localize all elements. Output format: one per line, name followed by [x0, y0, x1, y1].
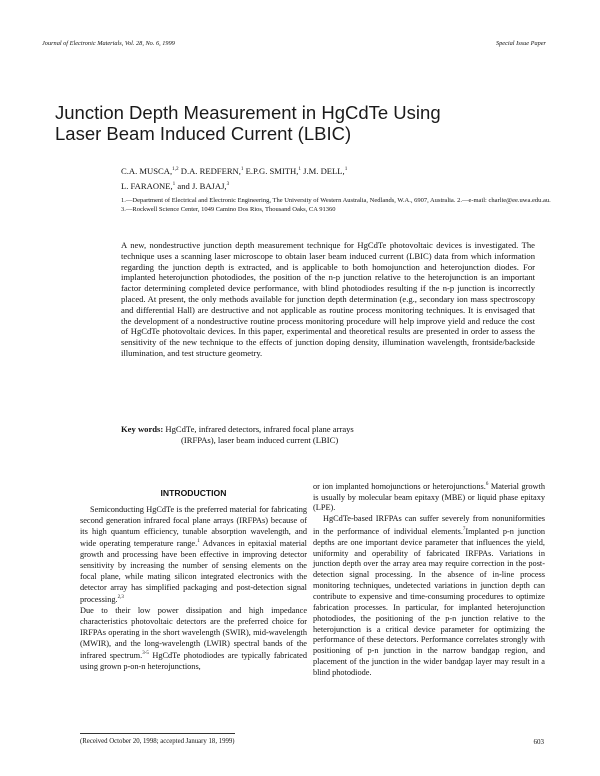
title-line-2: Laser Beam Induced Current (LBIC): [55, 123, 352, 144]
author-name: and J. BAJAJ,: [175, 180, 227, 191]
author-name: J.M. DELL,: [301, 165, 345, 176]
paragraph-text: Material growth is usually by molecular beam epitaxy (MBE) or liquid phase epitaxy (LPE).: [313, 481, 545, 513]
paragraph-text: Semiconducting HgCdTe is the preferred material for fabricating second generation infrared focal plane arrays (IRFPAs) because of its high quantum efficiency, tunable absorption wavelength, and wide operating temperature range.: [80, 504, 307, 549]
intro-paragraph-2: [80, 606, 307, 673]
author-line-1: [121, 163, 531, 178]
paragraph-text: or ion implanted homojunctions or heterojunctions.: [313, 481, 486, 491]
page-number: 603: [533, 738, 544, 746]
author-affil-mark: 1: [240, 166, 244, 172]
reference-mark: 7: [462, 527, 466, 533]
footnote-divider: [80, 733, 235, 734]
reference-mark: 2,3: [117, 595, 124, 601]
paragraph-text: HgCdTe photodiodes are typically fabricated using grown p-on-n heterojunctions,: [80, 651, 307, 671]
title-line-1: Junction Depth Measurement in HgCdTe Using: [55, 102, 441, 123]
intro-paragraph-continued: [313, 480, 545, 514]
journal-citation: Journal of Electronic Materials, Vol. 28, No. 6, 1999: [42, 40, 175, 47]
intro-paragraph-3: [313, 514, 545, 678]
section-heading-introduction: INTRODUCTION: [160, 488, 227, 498]
author-line-2: [121, 178, 531, 193]
author-name: E.P.G. SMITH,: [243, 165, 299, 176]
reference-mark: 1: [197, 539, 200, 545]
author-affil-mark: 1: [172, 180, 176, 187]
keywords: [121, 424, 535, 446]
author-name: L. FARAONE,: [121, 180, 173, 191]
received-date-footnote: (Received October 20, 1998; accepted January 18, 1999): [80, 738, 235, 745]
left-column: [80, 480, 307, 673]
section-label: Special Issue Paper: [495, 40, 546, 47]
keywords-line-1: HgCdTe, infrared detectors, infrared focal plane arrays: [163, 424, 354, 434]
intro-paragraph-1: [80, 505, 307, 606]
affiliations: 1.—Department of Electrical and Electronic Engineering, The University of Western Australia, Nedlands, W.A., 6907, Australia. 2.—e-mail: charlie@ee.uwa.edu.au. 3.—Rockwell Science Center, 1049 Camino Dos Rios, Thousand Oaks, CA 91360: [121, 197, 551, 213]
author-list: [121, 163, 531, 193]
right-column: [313, 480, 545, 679]
author-affil-mark: 1,2: [172, 166, 179, 172]
author-name: D.A. REDFERN,: [178, 165, 241, 176]
paragraph-text: Implanted p-n junction depths are one important device parameter that influences the yield, uniformity and operability of fabricated IRFPAs. Variations in junction depth over the array area may require correction in the post-detection signal processing. In the absence of in-line process monitoring techniques, undetected variations in junction depth can contribute to expensive and time-consuming procedures to optimize fabrication processes. In particular, for implanted heterojunction photodiodes, the positioning of the p-n junction relative to the heterojunction is a critical device parameter for optimizing the performance of these detectors. Performance correlates strongly with positioning of p-n junction in the narrow bandgap region, and placement of the junction in the wider bandgap layer may result in a blind photodiode.: [313, 526, 546, 677]
keywords-label: Key words:: [121, 424, 164, 434]
paragraph-text: HgCdTe-based IRFPAs can suffer severely from nonuniformities in the performance of individual elements.: [313, 514, 545, 536]
author-name: C.A. MUSCA,: [121, 165, 173, 176]
author-affil-mark: 1: [344, 166, 348, 172]
author-affil-mark: 3: [226, 180, 230, 187]
paragraph-text: Due to their low power dissipation and high impedance characteristics photovoltaic detectors are the preferred choice for IRFPAs operating in the short wavelength (SWIR), mid-wavelength (MWIR), and the long-wavelength (LWIR) spectral bands of the infrared spectrum.: [80, 605, 307, 661]
reference-mark: 3-5: [142, 651, 149, 657]
abstract: A new, nondestructive junction depth measurement technique for HgCdTe photovoltaic devices is investigated. The technique uses a scanning laser microscope to obtain laser beam induced current (LBIC) data from which information regarding the junction depth is extracted, and is applicable to both homojunction and heterojunction diodes. For implanted heterojunction photodiodes, the position of the n-p junction relative to the heterojunction is an important factor determining completed device performance, with blind photodiodes resulting if the n-p junction is incorrectly placed. At present, the only methods available for junction depth determination (e.g., secondary ion mass spectroscopy and differential Hall) are destructive and not applicable as routine process monitoring techniques. It is envisaged that the development of a nondestructive routine process monitoring procedure will help improve yield and reduce the cost of HgCdTe photovoltaic devices. In this paper, experimental and theoretical results are presented in order to assess the sensitivity of the new technique to the effects of junction doping density, illumination wavelength, frontside/backside illumination, and test structure geometry.: [121, 240, 535, 358]
keywords-line-2: (IRFPAs), laser beam induced current (LBIC): [181, 434, 339, 445]
paper-title: [55, 102, 555, 144]
reference-mark: 6: [485, 482, 489, 487]
author-affil-mark: 1: [298, 166, 302, 172]
paragraph-text: Advances in epitaxial material growth and processing have been effective in improving detector sensitivity by increasing the number of sensing elements on the focal plane, while mating silicon integrated electronics with the detector array has simplified packaging and post-detection signal processing.: [80, 539, 307, 605]
